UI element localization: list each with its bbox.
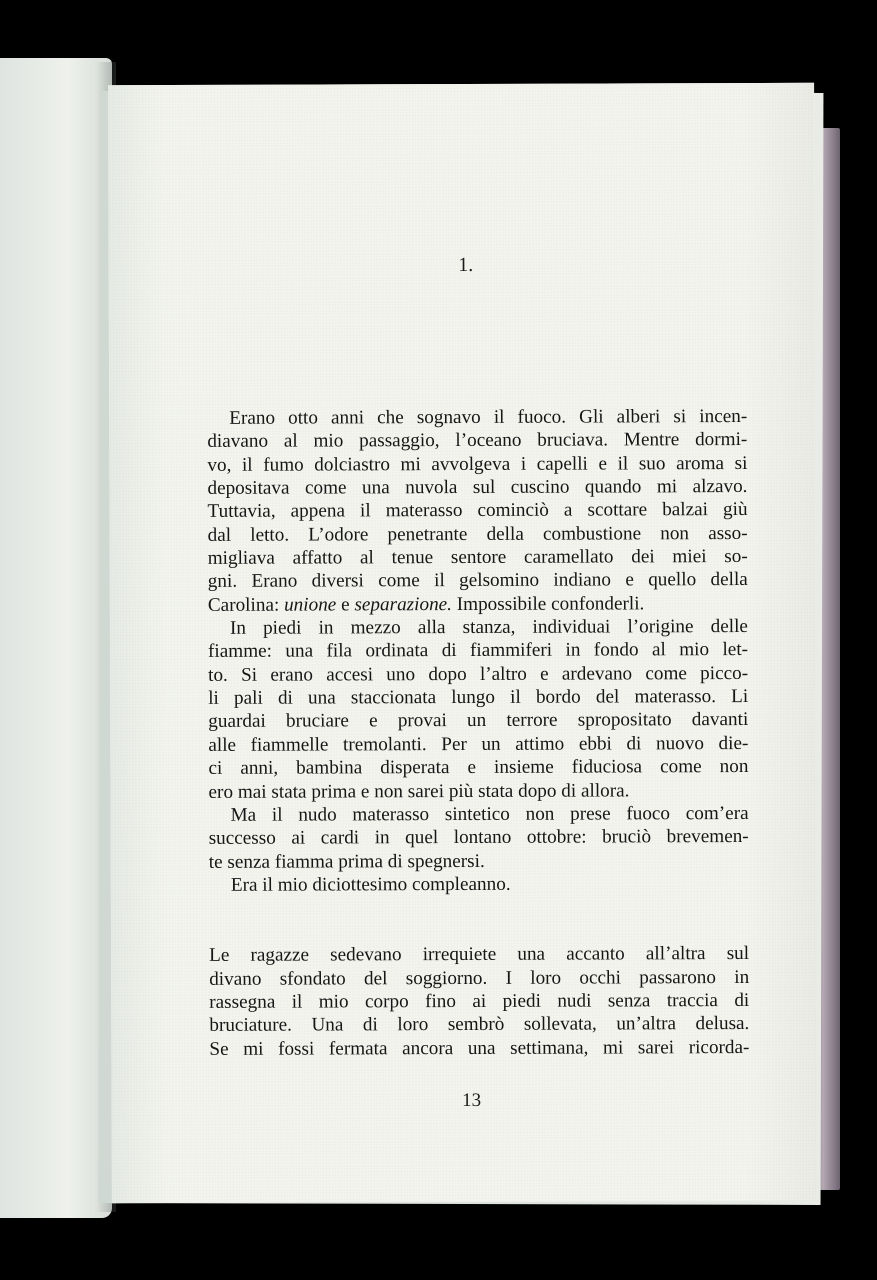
text-line: Era il mio diciottesimo compleanno. [230,873,511,896]
text-line: migliava affatto al tenue sentore caramellato dei miei so- [207,546,748,569]
paragraph [187,942,749,1061]
text-line: li pali di una staccionata lungo il bordo del materasso. Li [208,686,749,710]
text-line: divano sfondato del soggiorno. I loro occhi passarono in [209,966,750,990]
chapter-number: 1. [458,253,474,277]
text-line: ero mai stata prima e non sarei più stata dopo di allora. [208,779,630,803]
text-line: diavano al mio passaggio, l’oceano bruciava. Mentre dormi- [207,429,748,453]
text-line: fiamme: una fila ordinata di fiammiferi in fondo al mio let- [207,639,749,663]
text-line: guardai bruciare e provai un terrore spropositato davanti [208,709,749,733]
page-number: 13 [462,1089,482,1112]
text-line: vo, il fumo dolciastro mi avvolgeva i capelli e il suo aroma si [207,452,748,476]
body-text [185,405,749,1061]
right-page [108,83,818,1203]
italic-word: unione [284,594,337,616]
text-line: dal letto. L’odore penetrante della combustione non asso- [207,522,748,546]
text-line: alle fiammelle tremolanti. Per un attimo ebbi di nuovo die- [208,732,749,756]
text-line: Se mi fossi fermata ancora una settimana, mi sarei ricorda- [209,1036,750,1060]
text-line [186,592,748,617]
paragraph [186,615,749,804]
text-fragment: Impossibile confonderli. [451,593,645,615]
text-line: In piedi in mezzo alla stanza, individuai l’origine delle [229,616,748,639]
text-line: rassegna il mio corpo fino ai piedi nudi senza traccia di [209,989,750,1013]
paragraph [187,802,749,874]
text-fragment: e [336,594,355,616]
text-line: Erano otto anni che sognavo il fuoco. Gli alberi si incen- [229,406,748,429]
text-line: depositava come una nuvola sul cuscino quando mi alzavo. [207,476,748,499]
text-line: to. Si erano accesi uno dopo l’altro e ardevano come picco- [208,662,749,686]
text-line: Ma il nudo materasso sintetico non prese fuoco com’era [230,802,749,826]
text-line: bruciature. Una di loro sembrò sollevata, un’altra delusa. [209,1013,750,1037]
text-fragment: Carolina: [207,594,285,616]
text-line: Le ragazze sedevano irrequiete una accanto all’altra sul [209,943,750,967]
text-line: ci anni, bambina disperata e insieme fiduciosa come non [208,756,749,780]
section-break [187,895,749,944]
text-line: gni. Erano diversi come il gelsomino indiano e quello della [207,569,748,593]
paragraph [187,872,749,897]
text-line: successo ai cardi in quel lontano ottobre: bruciò brevemen- [208,826,749,850]
paragraph [185,405,748,617]
italic-word: separazione. [354,593,452,616]
text-line: te senza fiamma prima di spegnersi. [208,850,485,873]
text-line: Tuttavia, appena il materasso cominciò a scottare balzai giù [207,499,748,523]
